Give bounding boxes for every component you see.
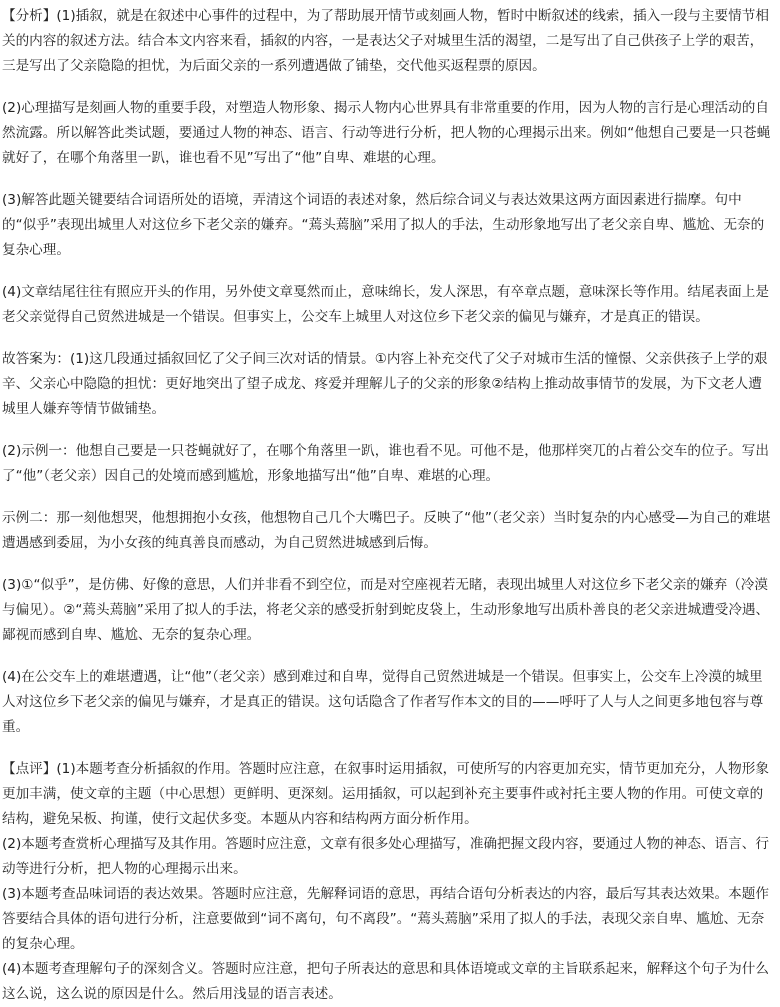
comment-paragraph-1: 【点评】(1)本题考查分析插叙的作用。答题时应注意，在叙事时运用插叙，可使所写的内容更加充实，情节更加充分，人物形象更加丰满，使文章的主题（中心思想）更鲜明、更深刻。运用插叙，可以起到补充主要事件或衬托主要人物的作用。可使文章的结构，避免呆板、拘谨，使行文起伏多变。本题从内容和结构两方面分析作用。 [2, 761, 769, 827]
answer-paragraph-5: (4)在公交车上的难堪遭遇，让“他”（老父亲）感到难过和自卑，觉得自己贸然进城是一个错误。但事实上，公交车上冷漠的城里人对这位乡下老父亲的偏见与嫌弃，才是真正的错误。这句话隐含了作者写作本文的目的——呼吁了人与人之间更多地包容与尊重。 [2, 669, 764, 735]
answer-paragraph-3: 示例二：那一刻他想哭，他想拥抱小女孩，他想物自己几个大嘴巴子。反映了“他”（老父亲）当时复杂的内心感受—为自己的难堪遭遇感到委屈，为小女孩的纯真善良而感动，为自己贸然进城感到后悔。 [2, 510, 771, 551]
answer-paragraph-2: (2)示例一：他想自己要是一只苍蝇就好了，在哪个角落里一趴，谁也看不见。可他不是，他那样突兀的占着公交车的位子。写出了“他”（老父亲）因自己的处境而感到尴尬，形象地描写出“他”自卑、难堪的心理。 [2, 443, 769, 484]
analysis-paragraph-1: 【分析】(1)插叙，就是在叙述中心事件的过程中，为了帮助展开情节或刻画人物，暂时中断叙述的线索，插入一段与主要情节相关的内容的叙述方法。结合本文内容来看，插叙的内容，一是表达父子对城里生活的渴望，二是写出了自己供孩子上学的艰苦，三是写出了父亲隐隐的担忧，为后面父亲的一系列遭遇做了铺垫，交代他买返程票的原因。 [2, 8, 769, 74]
answer-paragraph-4: (3)①“似乎”，是仿佛、好像的意思，人们并非看不到空位，而是对空座视若无睹，表现出城里人对这位乡下老父亲的嫌弃（冷漠与偏见）。②“蔫头蔫脑”采用了拟人的手法，将老父亲的感受折射到蛇皮袋上，生动形象地写出质朴善良的老父亲进城遭受冷遇、鄙视而感到自卑、尴尬、无奈的复杂心理。 [2, 577, 770, 643]
analysis-paragraph-4: (4)文章结尾往往有照应开头的作用，另外使文章戛然而止，意味绵长，发人深思，有卒章点题，意味深长等作用。结尾表面上是老父亲觉得自己贸然进城是一个错误。但事实上，公交车上城里人对这位乡下老父亲的偏见与嫌弃，才是真正的错误。 [2, 284, 769, 325]
comment-paragraph-3: (3)本题考查品味词语的表达效果。答题时应注意，先解释词语的意思，再结合语句分析表达的内容，最后写其表达效果。本题作答要结合具体的语句进行分析，注意要做到“词不离句，句不离段”。“蔫头蔫脑”采用了拟人的手法，表现父亲自卑、尴尬、无奈的复杂心理。 [2, 886, 769, 952]
answer-paragraph-1: 故答案为：(1)这几段通过插叙回忆了父子间三次对话的情景。①内容上补充交代了父子对城市生活的憧憬、父亲供孩子上学的艰辛、父亲心中隐隐的担忧：更好地突出了望子成龙、疼爱并理解儿子的父亲的形象②结构上推动故事情节的发展，为下文老人遭城里人嫌弃等情节做铺垫。 [2, 351, 768, 417]
comment-paragraph-4: (4)本题考查理解句子的深刻含义。答题时应注意，把句子所表达的意思和具体语境或文章的主旨联系起来，解释这个句子为什么这么说，这么说的原因是什么。然后用浅显的语言表述。 [2, 961, 769, 1002]
analysis-paragraph-3: (3)解答此题关键要结合词语所处的语境，弄清这个词语的表述对象，然后综合词义与表达效果这两方面因素进行揣摩。句中的“似乎”表现出城里人对这位乡下老父亲的嫌弃。“蔫头蔫脑”采用了拟人的手法，生动形象地写出了老父亲自卑、尴尬、无奈的复杂心理。 [2, 192, 765, 258]
comment-paragraph-2: (2)本题考查赏析心理描写及其作用。答题时应注意，文章有很多处心理描写，准确把握文段内容，要通过人物的神态、语言、行动等进行分析，把人物的心理揭示出来。 [2, 836, 769, 877]
analysis-paragraph-2: (2)心理描写是刻画人物的重要手段，对塑造人物形象、揭示人物内心世界具有非常重要的作用，因为人物的言行是心理活动的自然流露。所以解答此类试题，要通过人物的神态、语言、行动等进行分析，把人物的心理揭示出来。例如“他想自己要是一只苍蝇就好了，在哪个角落里一趴，谁也看不见”写出了“他”自卑、难堪的心理。 [2, 100, 771, 166]
